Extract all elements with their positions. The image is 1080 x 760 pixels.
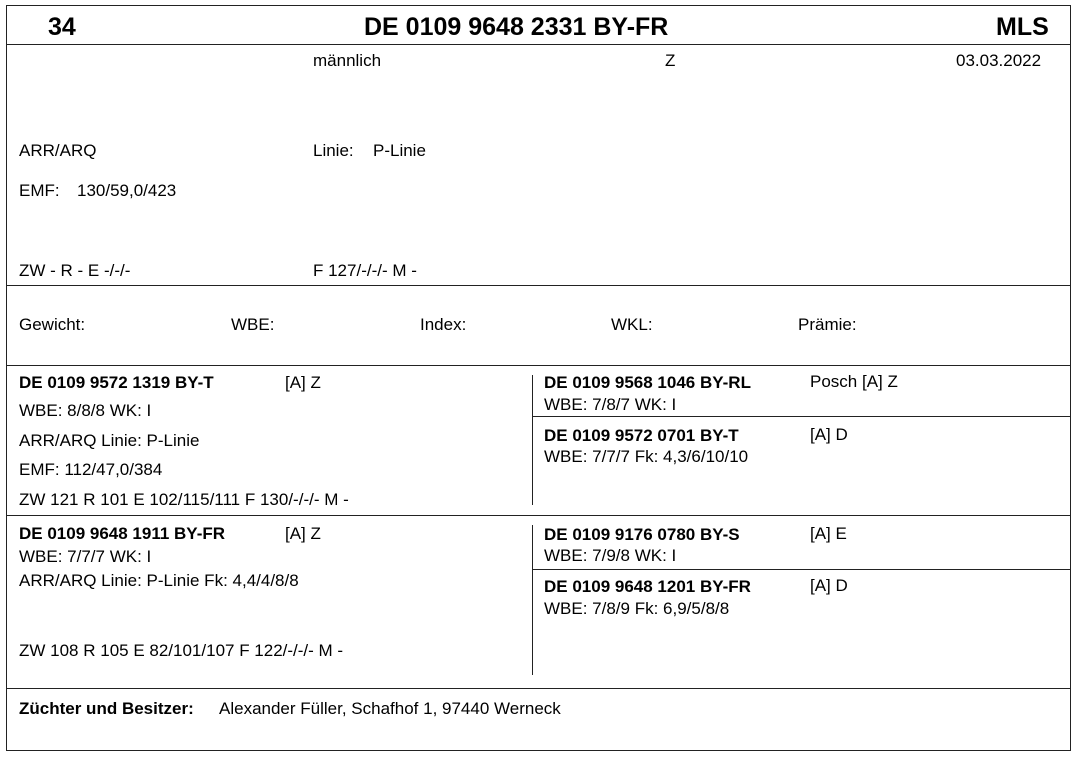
genotype: ARR/ARQ xyxy=(19,141,97,160)
metrics-divider xyxy=(6,365,1071,366)
line-label: Linie: xyxy=(313,141,354,160)
dam-dam-flags: [A] D xyxy=(810,576,848,595)
dam-dam-id: DE 0109 9648 1201 BY-FR xyxy=(544,577,751,596)
dam-grandparents-divider xyxy=(532,569,1071,570)
sire-id: DE 0109 9572 1319 BY-T xyxy=(19,373,214,392)
weight-label: Gewicht: xyxy=(19,315,86,334)
sire-flags: [A] Z xyxy=(285,373,321,392)
breeding-values: ZW - R - E -/-/- xyxy=(19,261,131,280)
dam-flags: [A] Z xyxy=(285,524,321,543)
sire-wbe: WBE: 8/8/8 WK: I xyxy=(19,401,152,420)
sire-sire-id: DE 0109 9568 1046 BY-RL xyxy=(544,373,751,392)
catalog-number: 34 xyxy=(48,13,76,41)
dam-wbe: WBE: 7/7/7 WK: I xyxy=(19,547,152,566)
herdbook-class: Z xyxy=(665,51,676,70)
breeder-value: Alexander Füller, Schafhof 1, 97440 Werneck xyxy=(219,699,561,718)
info-divider xyxy=(6,285,1071,286)
dam-breeding-values: ZW 108 R 105 E 82/101/107 F 122/-/-/- M - xyxy=(19,641,344,660)
emf-value: 130/59,0/423 xyxy=(77,181,177,200)
animal-id: DE 0109 9648 2331 BY-FR xyxy=(364,13,669,41)
dam-column-divider xyxy=(532,525,533,675)
premium-label: Prämie: xyxy=(798,315,857,334)
dam-divider xyxy=(6,688,1071,689)
dam-genotype: ARR/ARQ Linie: P-Linie Fk: 4,4/4/8/8 xyxy=(19,571,299,590)
dam-dam-wbe: WBE: 7/8/9 Fk: 6,9/5/8/8 xyxy=(544,599,730,618)
sire-column-divider xyxy=(532,375,533,505)
sire-emf: EMF: 112/47,0/384 xyxy=(19,460,163,479)
header-divider xyxy=(6,44,1071,45)
dam-sire-id: DE 0109 9176 0780 BY-S xyxy=(544,525,740,544)
sire-breeding-values: ZW 121 R 101 E 102/115/111 F 130/-/-/- M - xyxy=(19,490,349,509)
sire-dam-wbe: WBE: 7/7/7 Fk: 4,3/6/10/10 xyxy=(544,447,749,466)
sex: männlich xyxy=(313,51,382,70)
emf-label: EMF: xyxy=(19,181,60,200)
sire-genotype: ARR/ARQ Linie: P-Linie xyxy=(19,431,200,450)
sire-dam-flags: [A] D xyxy=(810,425,848,444)
dam-sire-flags: [A] E xyxy=(810,524,847,543)
breeder-label: Züchter und Besitzer: xyxy=(19,699,194,718)
sire-dam-id: DE 0109 9572 0701 BY-T xyxy=(544,426,739,445)
dam-id: DE 0109 9648 1911 BY-FR xyxy=(19,524,226,543)
birth-date: 03.03.2022 xyxy=(956,51,1042,70)
wkl-label: WKL: xyxy=(611,315,653,334)
sire-divider xyxy=(6,515,1071,516)
line-value: P-Linie xyxy=(373,141,426,160)
wbe-label: WBE: xyxy=(231,315,275,334)
performance-values: F 127/-/-/- M - xyxy=(313,261,417,280)
sire-sire-flags: Posch [A] Z xyxy=(810,372,898,391)
index-label: Index: xyxy=(420,315,467,334)
sire-sire-wbe: WBE: 7/8/7 WK: I xyxy=(544,395,677,414)
breed-code: MLS xyxy=(996,13,1049,41)
dam-sire-wbe: WBE: 7/9/8 WK: I xyxy=(544,546,677,565)
sire-grandparents-divider xyxy=(532,416,1071,417)
